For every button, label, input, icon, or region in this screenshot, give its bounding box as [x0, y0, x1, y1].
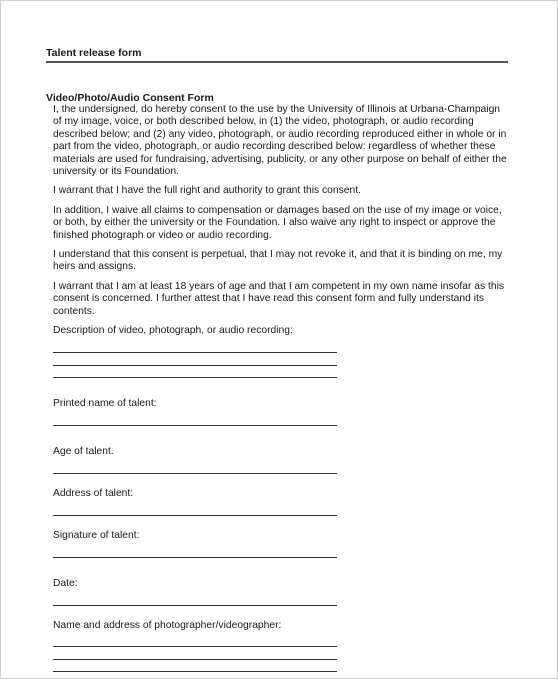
- printed-name-field: [53, 398, 508, 426]
- address-field: [53, 488, 508, 516]
- description-line-1[interactable]: [53, 341, 337, 354]
- form-title: Video/Photo/Audio Consent Form: [46, 92, 214, 104]
- age-field: [53, 446, 508, 474]
- photographer-line-3[interactable]: [53, 660, 337, 673]
- date-line[interactable]: [53, 593, 337, 606]
- photographer-line-1[interactable]: [53, 635, 337, 648]
- age-line[interactable]: [53, 461, 337, 474]
- signature-field: [53, 530, 508, 558]
- signature-label: Signature of talent:: [53, 529, 140, 541]
- printed-name-label: Printed name of talent:: [53, 398, 157, 409]
- waiver-paragraph: In addition, I waive all claims to compensation or damages based on the use of my image or voice, or both, by either the university or the Foundation. I also waive any right to inspect or approve the finished photograph or video or audio recording.: [53, 204, 502, 241]
- description-line-2[interactable]: [53, 353, 337, 366]
- description-line-3[interactable]: [53, 366, 337, 379]
- age-label: Age of talent.: [53, 445, 114, 457]
- photographer-line-2[interactable]: [53, 647, 337, 660]
- date-label: Date:: [53, 577, 78, 589]
- printed-name-line[interactable]: [53, 413, 337, 426]
- form-body: [53, 104, 508, 672]
- consent-paragraph: I, the undersigned, do hereby consent to the use by the University of Illinois at Urbana-Champaign of my image, voice, or both described below, in (1) the video, photograph, or audio recording described below; and (2) any video, photograph, or audio recording reproduced either in whole or in part from the video, photograph, or audio recording described below: regardless of whether these materials are used for fundraising, advertising, publicity, or any other purpose on behalf of either the university or its Foundation.: [53, 104, 507, 178]
- warrant-paragraph: I warrant that I have the full right and authority to grant this consent.: [53, 185, 361, 197]
- description-field: [53, 325, 508, 378]
- address-label: Address of talent:: [53, 487, 134, 499]
- address-line[interactable]: [53, 503, 337, 516]
- description-label: Description of video, photograph, or audio recording:: [53, 325, 293, 337]
- header-rule: [46, 61, 508, 63]
- perpetual-paragraph: I understand that this consent is perpetual, that I may not revoke it, and that it is binding on me, my heirs and assigns.: [53, 249, 503, 273]
- signature-line[interactable]: [53, 545, 337, 558]
- date-field: [53, 578, 508, 606]
- photographer-label: Name and address of photographer/videographer:: [53, 619, 282, 631]
- header-title: Talent release form: [46, 47, 142, 59]
- age-warrant-paragraph: I warrant that I am at least 18 years of age and that I am competent in my own name insofar as this consent is concerned. I further attest that I have read this consent form and fully understand its contents.: [53, 280, 505, 317]
- photographer-field: [53, 620, 508, 673]
